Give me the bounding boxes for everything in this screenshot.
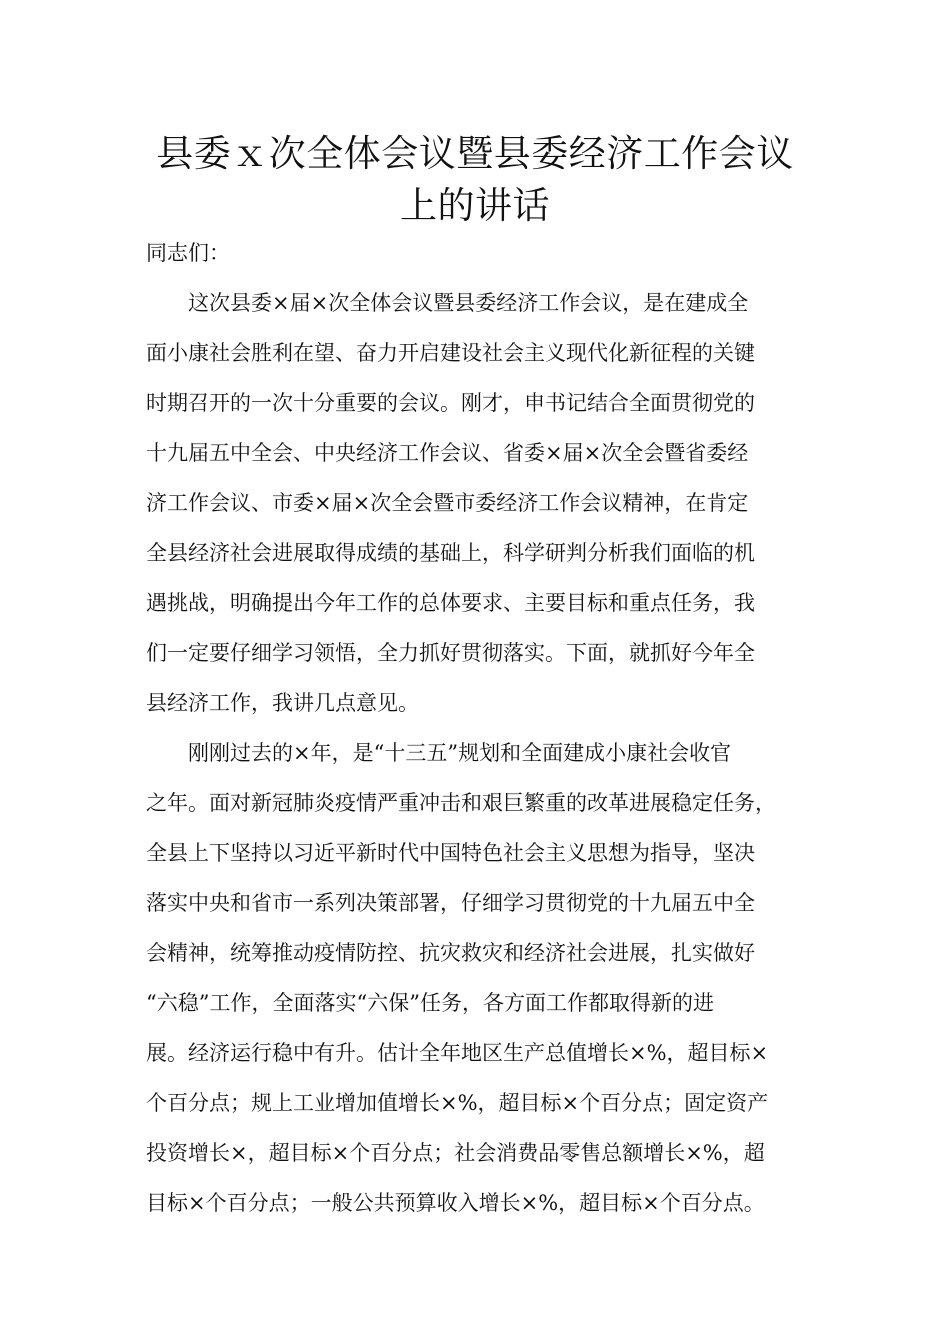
paragraph-line: 济工作会议、市委×届×次全会暨市委经济工作会议精神，在肯定	[146, 491, 749, 515]
paragraph-line: 之年。面对新冠肺炎疫情严重冲击和艰巨繁重的改革进展稳定任务，	[146, 791, 776, 815]
paragraph-line: 遇挑战，明确提出今年工作的总体要求、主要目标和重点任务，我	[146, 591, 755, 615]
paragraph-line: 刚刚过去的×年，是“十三五”规划和全面建成小康社会收官	[188, 741, 732, 765]
title-line-1: 县委ｘ次全体会议暨县委经济工作会议	[156, 132, 794, 175]
salutation: 同志们：	[146, 241, 230, 265]
paragraph-line: 展。经济运行稳中有升。估计全年地区生产总值增长×%，超目标×	[146, 1041, 769, 1065]
paragraph-line: 目标×个百分点；一般公共预算收入增长×%，超目标×个百分点。	[146, 1191, 765, 1215]
paragraph-line: 落实中央和省市一系列决策部署，仔细学习贯彻党的十九届五中全	[146, 891, 755, 915]
paragraph-line: 们一定要仔细学习领悟，全力抓好贯彻落实。下面，就抓好今年全	[146, 641, 755, 665]
title-line-2: 上的讲话	[400, 184, 550, 227]
paragraph-line: 全县上下坚持以习近平新时代中国特色社会主义思想为指导，坚决	[146, 841, 755, 865]
paragraph-line: 投资增长×，超目标×个百分点；社会消费品零售总额增长×%，超	[146, 1141, 765, 1165]
paragraph-1	[146, 278, 826, 728]
paragraph-line: “六稳”工作，全面落实“六保”任务，各方面工作都取得新的进	[146, 991, 714, 1015]
paragraph-2	[146, 728, 826, 1228]
paragraph-line: 这次县委×届×次全体会议暨县委经济工作会议，是在建成全	[188, 291, 749, 315]
paragraph-line: 会精神，统筹推动疫情防控、抗灾救灾和经济社会进展，扎实做好	[146, 941, 755, 965]
paragraph-line: 时期召开的一次十分重要的会议。刚才，申书记结合全面贯彻党的	[146, 391, 755, 415]
document-body	[146, 228, 826, 1228]
paragraph-line: 全县经济社会进展取得成绩的基础上，科学研判分析我们面临的机	[146, 541, 755, 565]
document-title	[100, 128, 850, 232]
paragraph-line: 县经济工作，我讲几点意见。	[146, 691, 419, 715]
paragraph-line: 个百分点；规上工业增加值增长×%，超目标×个百分点；固定资产	[146, 1091, 769, 1115]
paragraph-line: 十九届五中全会、中央经济工作会议、省委×届×次全会暨省委经	[146, 441, 749, 465]
paragraph-line: 面小康社会胜利在望、奋力开启建设社会主义现代化新征程的关键	[146, 341, 755, 365]
